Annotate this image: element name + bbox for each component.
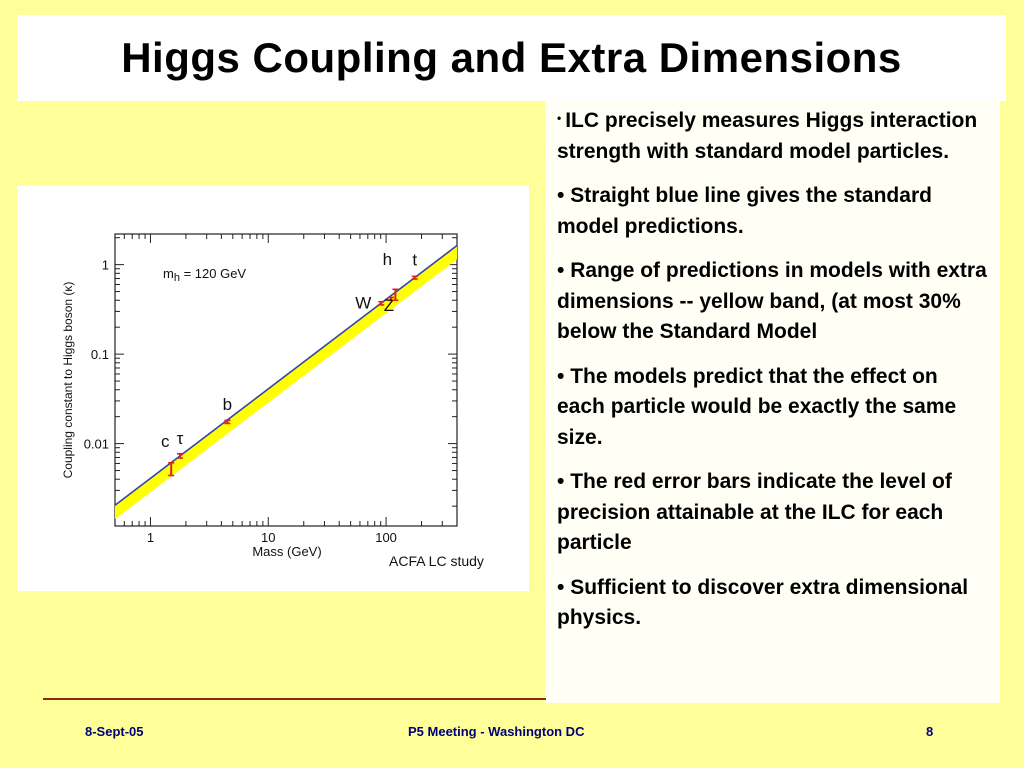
slide-title: Higgs Coupling and Extra Dimensions bbox=[121, 34, 902, 81]
extra-dimension-band bbox=[115, 246, 457, 520]
credit-label: ACFA LC study bbox=[389, 553, 484, 569]
x-tick-label: 100 bbox=[375, 530, 397, 545]
chart-figure bbox=[17, 186, 529, 591]
y-tick-label: 0.1 bbox=[90, 347, 109, 363]
bullet-item: • ILC precisely measures Higgs interaction strength with standard model particles. bbox=[557, 109, 978, 163]
y-axis-label: Coupling constant to Higgs boson (κ) bbox=[61, 281, 75, 479]
particle-label: h bbox=[382, 249, 393, 269]
footer-event: P5 Meeting - Washington DC bbox=[408, 724, 585, 739]
bullet-item: • The red error bars indicate the level of precision attainable at the ILC for each particle bbox=[557, 470, 952, 554]
footer-page-number: 8 bbox=[926, 724, 934, 739]
bullet-dot: • bbox=[557, 470, 565, 493]
bullet-item: • Straight blue line gives the standard model predictions. bbox=[557, 184, 932, 238]
footer-rule bbox=[43, 698, 546, 700]
footer-date: 8-Sept-05 bbox=[85, 724, 144, 739]
mass-annotation: $m_h = 120$ GeV bbox=[163, 266, 247, 284]
x-axis-label: Mass (GeV) bbox=[252, 544, 322, 559]
bullet-dot: • bbox=[557, 575, 565, 599]
bullet-item: • Range of predictions in models with extra dimensions -- yellow band, (at most 30% below the Standard Model bbox=[557, 259, 987, 343]
x-tick-label: 1 bbox=[146, 530, 155, 545]
y-tick-label: 1 bbox=[101, 257, 109, 273]
bullet-dot: • bbox=[557, 184, 565, 207]
bullet-item: • The models predict that the effect on each particle would be exactly the same size. bbox=[557, 364, 957, 449]
bullet-dot: • bbox=[557, 111, 562, 125]
particle-label: Z bbox=[383, 295, 395, 315]
coupling-vs-mass-chart bbox=[17, 186, 529, 591]
particle-label: W bbox=[355, 293, 372, 313]
particle-label: c bbox=[160, 432, 170, 452]
bullet-dot: • bbox=[557, 259, 565, 282]
particle-label: t bbox=[412, 250, 418, 270]
bullet-panel bbox=[545, 99, 1000, 703]
standard-model-line bbox=[115, 246, 457, 506]
particle-label: τ bbox=[176, 428, 184, 448]
bullet-dot: • bbox=[557, 364, 565, 388]
x-tick-label: 10 bbox=[261, 530, 276, 545]
bullet-item: • Sufficient to discover extra dimensional physics. bbox=[557, 575, 969, 629]
y-tick-label: 0.01 bbox=[83, 436, 109, 452]
title-box bbox=[17, 15, 1006, 101]
particle-label: b bbox=[222, 394, 233, 414]
